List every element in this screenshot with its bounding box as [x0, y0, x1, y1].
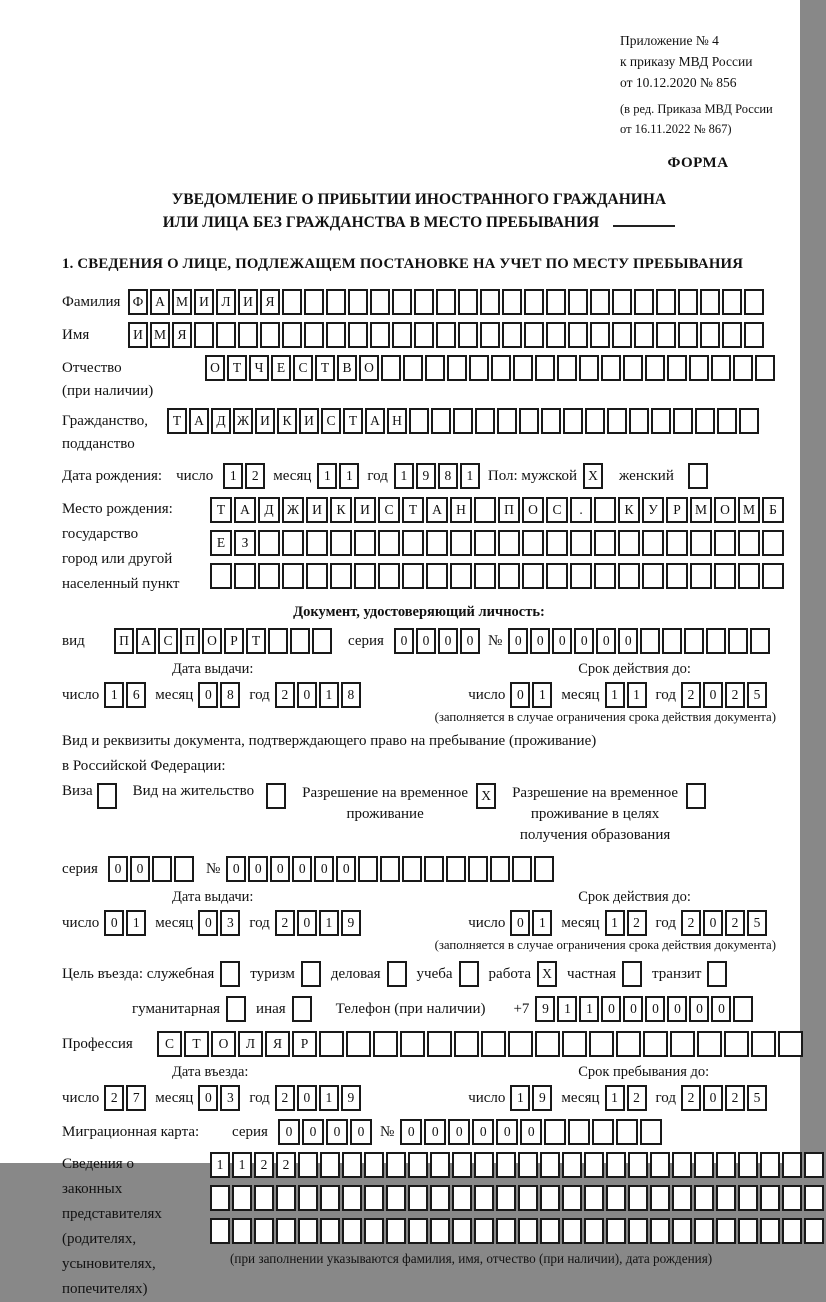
- id-issue-day-field[interactable]: 1 6: [104, 682, 148, 708]
- temp-residence-edu-label-l2: проживание в целях: [530, 806, 660, 822]
- patronymic-label: Отчество: [62, 359, 122, 376]
- day-label: число: [62, 1089, 100, 1106]
- residence-doc-label2: в Российской Федерации:: [62, 758, 226, 774]
- year-label: год: [655, 1089, 676, 1106]
- sex-female-label: женский: [619, 467, 674, 484]
- birth-date-label: Дата рождения:: [62, 467, 163, 484]
- birth-month-field[interactable]: 1 1: [317, 463, 361, 489]
- id-issue-month-field[interactable]: 0 8: [198, 682, 242, 708]
- number-label: №: [379, 1123, 395, 1140]
- citizenship-label: Гражданство,: [62, 412, 149, 429]
- profession-label: Профессия: [62, 1035, 133, 1052]
- sex-male-label: Пол: мужской: [487, 467, 578, 484]
- form-title: [62, 188, 776, 234]
- entry-date-label: Дата въезда:: [172, 1064, 249, 1080]
- month-label: месяц: [561, 914, 600, 931]
- sex-male-checkbox[interactable]: X: [583, 463, 605, 489]
- private-label: частная: [567, 965, 617, 982]
- res-valid-year-field[interactable]: 2 0 2 5: [681, 910, 769, 936]
- id-issue-year-field[interactable]: 2 0 1 8: [275, 682, 363, 708]
- day-label: число: [62, 686, 100, 703]
- purpose-transit-checkbox[interactable]: [707, 961, 729, 987]
- study-label: учеба: [416, 965, 453, 982]
- residence-doc-label1: Вид и реквизиты документа, подтверждающего право на пребывание (проживание): [62, 733, 597, 749]
- humanitarian-label: гуманитарная: [132, 1000, 221, 1017]
- other-purpose-label: иная: [256, 1000, 286, 1017]
- citizenship-label2: подданство: [62, 436, 135, 452]
- res-number-field[interactable]: 0 0 0 0 0 0: [226, 856, 556, 882]
- purpose-work-checkbox[interactable]: X: [537, 961, 559, 987]
- stay-day-field[interactable]: 1 9: [510, 1085, 554, 1111]
- res-valid-month-field[interactable]: 1 2: [605, 910, 649, 936]
- rep-label1: Сведения о: [62, 1156, 134, 1172]
- stay-year-field[interactable]: 2 0 2 5: [681, 1085, 769, 1111]
- purpose-other-checkbox[interactable]: [292, 996, 314, 1022]
- visa-label: Виза: [62, 783, 93, 799]
- birth-year-field[interactable]: 1 9 8 1: [394, 463, 482, 489]
- temp-residence-option: [302, 783, 498, 825]
- phone-number-field[interactable]: 9 1 1 0 0 0 0 0 0: [535, 996, 755, 1022]
- title-underline: [613, 211, 675, 227]
- year-label: год: [367, 467, 388, 484]
- birth-place-label3: город или другой: [62, 551, 173, 567]
- doc-type-label: вид: [62, 632, 85, 649]
- profession-field[interactable]: С Т О Л Я Р: [157, 1031, 805, 1057]
- transit-label: транзит: [652, 965, 702, 982]
- month-label: месяц: [155, 914, 194, 931]
- res-validity-note: (заполняется в случае ограничения срока действия документа): [434, 938, 776, 952]
- year-label: год: [249, 686, 270, 703]
- form-title-line1: УВЕДОМЛЕНИЕ О ПРИБЫТИИ ИНОСТРАННОГО ГРАЖДАНИНА: [171, 191, 667, 208]
- rep-label3: представителях: [62, 1206, 162, 1222]
- rep-row3-field[interactable]: [210, 1218, 826, 1244]
- day-label: число: [468, 1089, 506, 1106]
- rep-row1-field[interactable]: 1 1 2 2: [210, 1152, 826, 1178]
- id-valid-month-field[interactable]: 1 1: [605, 682, 649, 708]
- id-valid-until-label: Срок действия до:: [578, 661, 691, 677]
- res-series-field[interactable]: 0 0: [108, 856, 196, 882]
- migration-card-label: Миграционная карта:: [62, 1123, 200, 1140]
- work-label: работа: [488, 965, 532, 982]
- name-field[interactable]: И М Я: [128, 322, 766, 348]
- phone-prefix: +7: [513, 1000, 530, 1017]
- patronymic-field[interactable]: О Т Ч Е С Т В О: [205, 355, 777, 381]
- number-label: №: [487, 632, 503, 649]
- visa-option: [62, 783, 119, 809]
- year-label: год: [249, 1089, 270, 1106]
- rep-note: (при заполнении указываются фамилия, имя, отчество (при наличии), дата рождения): [230, 1251, 713, 1266]
- form-title-line2: ИЛИ ЛИЦА БЕЗ ГРАЖДАНСТВА В МЕСТО ПРЕБЫВАНИЯ: [162, 214, 600, 231]
- birth-place-row3-field[interactable]: [210, 563, 786, 589]
- res-issue-day-field[interactable]: 0 1: [104, 910, 148, 936]
- res-issue-date-label: Дата выдачи:: [172, 889, 254, 905]
- rep-label6: попечителях): [62, 1281, 148, 1297]
- id-number-field[interactable]: 0 0 0 0 0 0: [508, 628, 772, 654]
- residence-permit-option: [133, 783, 288, 809]
- mig-number-field[interactable]: 0 0 0 0 0 0: [400, 1119, 664, 1145]
- phone-label: Телефон (при наличии): [335, 1000, 486, 1017]
- tourism-label: туризм: [250, 965, 295, 982]
- id-valid-year-field[interactable]: 2 0 2 5: [681, 682, 769, 708]
- doc-type-field[interactable]: П А С П О Р Т: [114, 628, 334, 654]
- month-label: месяц: [561, 686, 600, 703]
- surname-field[interactable]: Ф А М И Л И Я: [128, 289, 766, 315]
- number-label: №: [205, 860, 221, 877]
- stay-until-label: Срок пребывания до:: [578, 1064, 710, 1080]
- temp-residence-edu-label-l3: получения образования: [519, 827, 671, 843]
- series-label: серия: [62, 860, 98, 877]
- id-issue-date-label: Дата выдачи:: [172, 661, 254, 677]
- month-label: месяц: [561, 1089, 600, 1106]
- birth-place-row1-field[interactable]: Т А Д Ж И К И С Т А Н П О С . К У Р М О М Б: [210, 497, 786, 523]
- birth-day-field[interactable]: 1 2: [223, 463, 267, 489]
- birth-place-label4: населенный пункт: [62, 576, 180, 592]
- purpose-study-checkbox[interactable]: [459, 961, 481, 987]
- patronymic-note: (при наличии): [62, 383, 154, 399]
- visit-purpose-official-label: Цель въезда: служебная: [62, 965, 215, 982]
- form-label: ФОРМА: [667, 155, 729, 171]
- month-label: месяц: [155, 686, 194, 703]
- month-label: месяц: [273, 467, 312, 484]
- birth-place-label1: Место рождения:: [62, 501, 173, 517]
- sex-female-checkbox[interactable]: [688, 463, 710, 489]
- day-label: число: [62, 914, 100, 931]
- day-label: число: [468, 914, 506, 931]
- temp-residence-checkbox[interactable]: X: [476, 783, 498, 809]
- appendix-line: Приложение № 4: [620, 33, 719, 48]
- visa-checkbox[interactable]: [97, 783, 119, 809]
- rep-label4: (родителях,: [62, 1231, 137, 1247]
- mig-series-field[interactable]: 0 0 0 0: [278, 1119, 374, 1145]
- birth-place-label2: государство: [62, 526, 139, 542]
- citizenship-field[interactable]: Т А Д Ж И К И С Т А Н: [167, 408, 761, 434]
- res-issue-month-field[interactable]: 0 3: [198, 910, 242, 936]
- birth-place-row2-field[interactable]: Е З: [210, 530, 786, 556]
- business-label: деловая: [330, 965, 381, 982]
- residence-permit-checkbox[interactable]: [266, 783, 288, 809]
- res-issue-year-field[interactable]: 2 0 1 9: [275, 910, 363, 936]
- series-label: серия: [232, 1123, 268, 1140]
- residence-permit-label: Вид на жительство: [132, 783, 255, 799]
- month-label: месяц: [155, 1089, 194, 1106]
- temp-residence-edu-option: [512, 783, 708, 846]
- rep-label2: законных: [62, 1181, 123, 1197]
- appendix-line: от 10.12.2020 № 856: [620, 75, 737, 90]
- id-validity-note: (заполняется в случае ограничения срока действия документа): [434, 710, 776, 724]
- entry-month-field[interactable]: 0 3: [198, 1085, 242, 1111]
- purpose-official-checkbox[interactable]: [220, 961, 242, 987]
- form-title-line2-wrap: [62, 211, 776, 234]
- temp-residence-label-l2: проживание: [346, 806, 424, 822]
- appendix-block: [620, 30, 776, 139]
- appendix-edit-line: (в ред. Приказа МВД России: [620, 102, 773, 116]
- year-label: год: [249, 914, 270, 931]
- temp-residence-edu-label-l1: Разрешение на временное: [512, 785, 679, 801]
- purpose-business-checkbox[interactable]: [387, 961, 409, 987]
- res-valid-day-field[interactable]: 0 1: [510, 910, 554, 936]
- appendix-line: к приказу МВД России: [620, 54, 753, 69]
- purpose-humanitarian-checkbox[interactable]: [226, 996, 248, 1022]
- entry-day-field[interactable]: 2 7: [104, 1085, 148, 1111]
- appendix-edit-line: от 16.11.2022 № 867): [620, 122, 732, 136]
- purpose-tourism-checkbox[interactable]: [301, 961, 323, 987]
- temp-residence-edu-checkbox[interactable]: [686, 783, 708, 809]
- day-label: число: [176, 467, 214, 484]
- year-label: год: [655, 914, 676, 931]
- stay-month-field[interactable]: 1 2: [605, 1085, 649, 1111]
- rep-row2-field[interactable]: [210, 1185, 826, 1211]
- day-label: число: [468, 686, 506, 703]
- id-valid-day-field[interactable]: 0 1: [510, 682, 554, 708]
- temp-residence-label-l1: Разрешение на временное: [302, 785, 469, 801]
- series-label: серия: [348, 632, 384, 649]
- rep-label5: усыновителях,: [62, 1256, 156, 1272]
- res-valid-until-label: Срок действия до:: [578, 889, 691, 905]
- identity-doc-heading: Документ, удостоверяющий личность:: [293, 604, 545, 620]
- year-label: год: [655, 686, 676, 703]
- purpose-private-checkbox[interactable]: [622, 961, 644, 987]
- id-series-field[interactable]: 0 0 0 0: [394, 628, 482, 654]
- name-label: Имя: [62, 326, 90, 343]
- surname-label: Фамилия: [62, 293, 121, 310]
- entry-year-field[interactable]: 2 0 1 9: [275, 1085, 363, 1111]
- section1-heading: 1. СВЕДЕНИЯ О ЛИЦЕ, ПОДЛЕЖАЩЕМ ПОСТАНОВКЕ НА УЧЕТ ПО МЕСТУ ПРЕБЫВАНИЯ: [62, 256, 744, 272]
